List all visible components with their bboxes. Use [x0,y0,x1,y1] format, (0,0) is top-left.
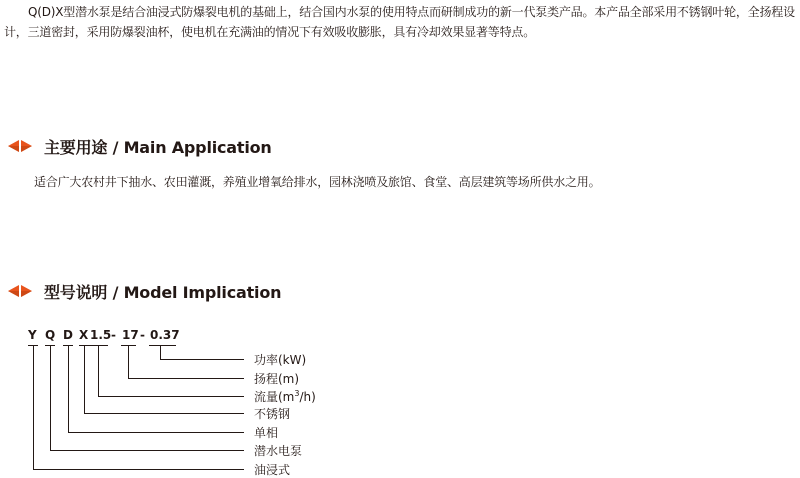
legend-flow-suffix: /h) [299,390,316,404]
model-code-y: Y [28,328,37,342]
model-code-x: X [79,328,89,342]
legend-flow [254,389,316,405]
model-code-d: D [63,328,73,342]
legend-head: 扬程(m) [254,372,300,386]
model-code-power: 0.37 [150,328,180,342]
model-code-q: Q [45,328,56,342]
model-code-head: 17 [122,328,139,342]
legend-submersible: 潜水电泵 [254,444,303,458]
legend-single-phase: 单相 [254,426,279,440]
legend-stainless: 不锈钢 [254,407,291,421]
legend-flow-superscript: 3 [294,389,300,398]
model-code-flow: 1.5 [90,328,112,342]
model-code-dash: - [140,328,145,342]
legend-flow-prefix: 流量(m [254,390,295,404]
intro-paragraph: Q(D)X型潜水泵是结合油浸式防爆裂电机的基础上，结合国内水泵的使用特点而研制成功的新一代泵类产品。本产品全部采用不锈钢叶轮，全扬程设计，三道密封，采用防爆裂油杯，使电机在充满油的情况下有效吸收膨胀，具有冷却效果显著等特点。 [4,5,795,39]
legend-power: 功率(kW) [254,353,307,367]
section-title-model: 型号说明 / Model Implication [44,282,282,302]
section-title-application: 主要用途 / Main Application [44,137,272,157]
legend-oil-immersed: 油浸式 [254,463,291,477]
application-description: 适合广大农村井下抽水、农田灌溉，养殖业增氧给排水，园林浇喷及旅馆、食堂、高层建筑等场所供水之用。 [34,175,601,189]
model-code-dash: - [111,328,116,342]
